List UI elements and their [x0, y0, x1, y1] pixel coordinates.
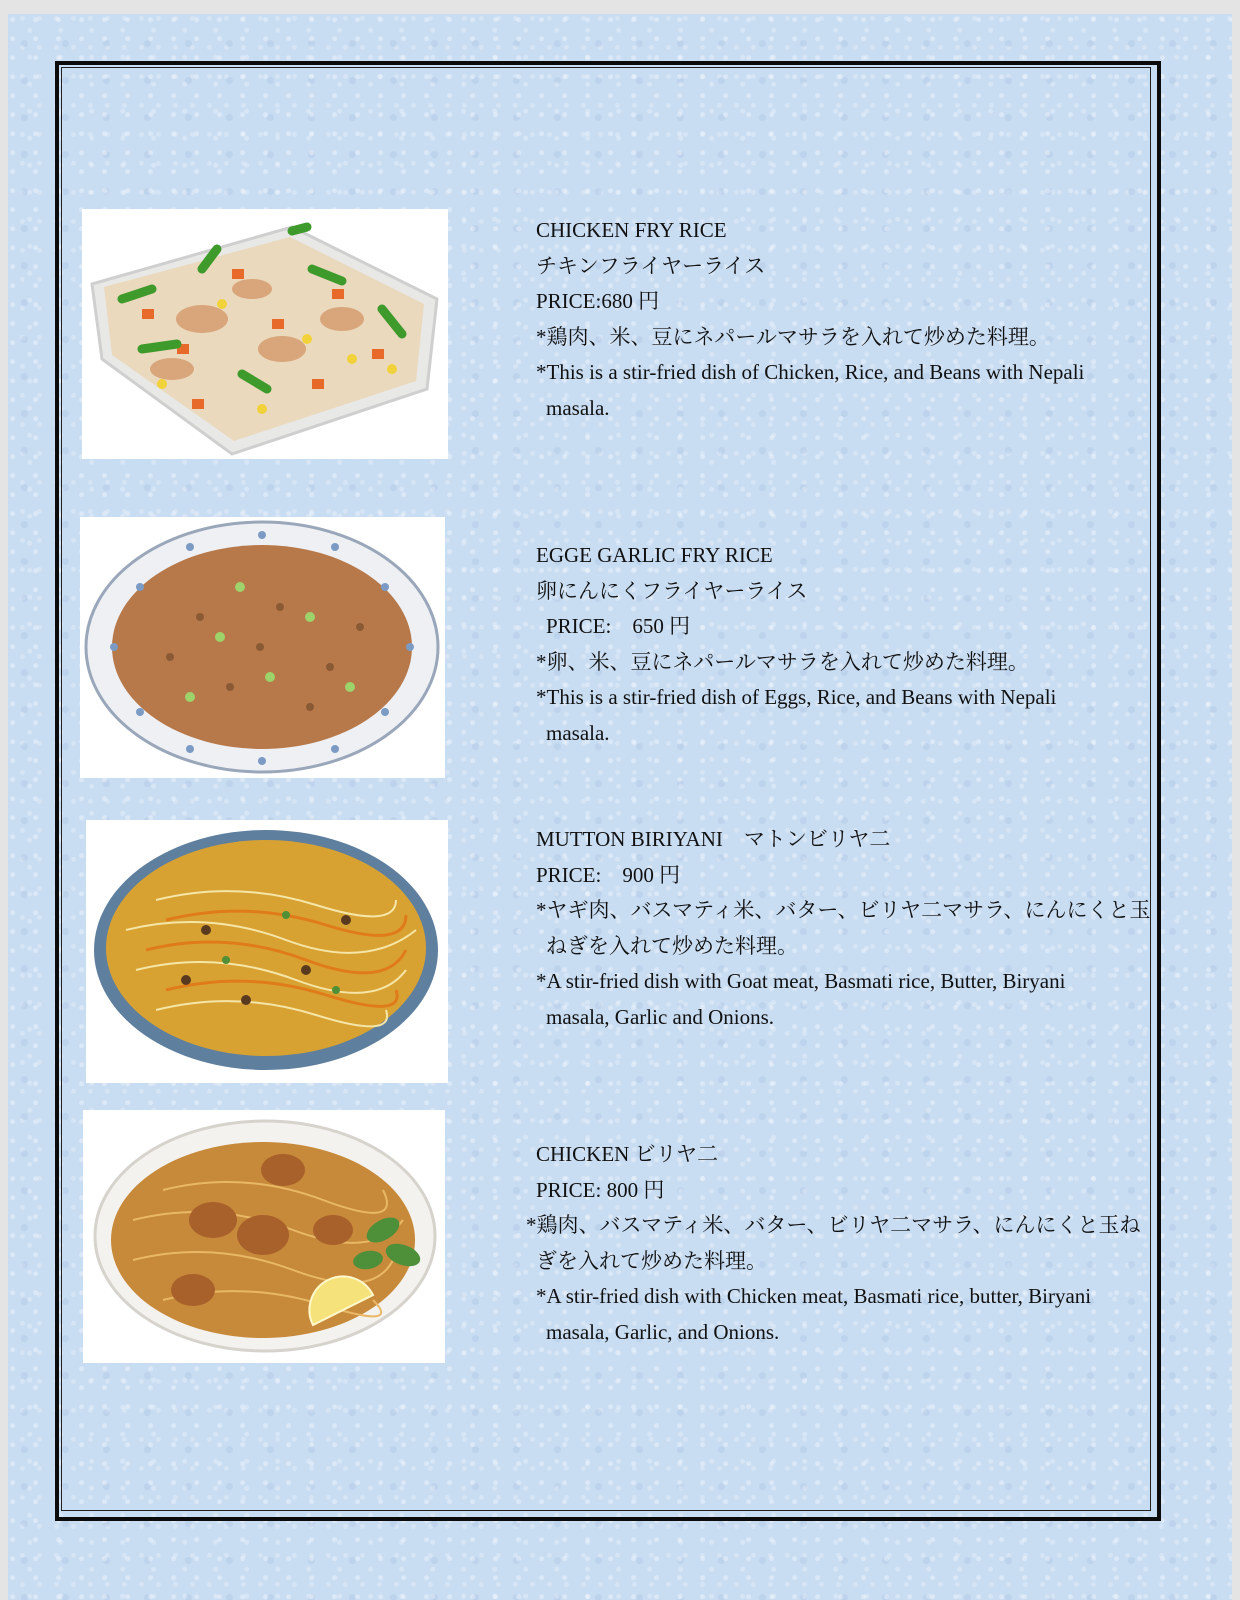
item-description-japanese: *卵、米、豆にネパールマサラを入れて炒めた料理。	[536, 649, 1029, 674]
item-description-english-cont: masala, Garlic, and Onions.	[546, 1319, 780, 1344]
item-name: MUTTON BIRIYANI マトンビリヤ二	[536, 827, 891, 851]
item-description-english-cont: masala.	[546, 395, 610, 420]
chicken-fry-rice-photo	[82, 209, 448, 459]
item-description-english: *This is a stir-fried dish of Chicken, Rice, and Beans with Nepali	[536, 360, 1085, 384]
item-name: CHICKEN FRY RICE	[536, 218, 727, 242]
item-description-japanese: *鶏肉、米、豆にネパールマサラを入れて炒めた料理。	[536, 324, 1050, 349]
menu-item-chicken-fry-rice	[536, 213, 1136, 426]
item-name-japanese: チキンフライヤーライス	[536, 253, 766, 278]
item-description-japanese-cont: ねぎを入れて炒めた料理。	[546, 933, 798, 958]
item-description-english: *A stir-fried dish with Chicken meat, Basmati rice, butter, Biryani	[536, 1284, 1092, 1308]
item-description-english: *A stir-fried dish with Goat meat, Basmati rice, Butter, Biryani	[536, 969, 1066, 993]
item-price: PRICE: 800 円	[536, 1177, 665, 1202]
item-description-english-cont: masala, Garlic and Onions.	[546, 1004, 775, 1029]
menu-item-chicken-biriyani	[526, 1137, 1141, 1350]
mutton-biriyani-photo	[86, 820, 448, 1083]
item-price: PRICE: 650 円	[546, 614, 691, 638]
item-description-english: *This is a stir-fried dish of Eggs, Rice, and Beans with Nepali	[536, 685, 1057, 709]
item-price: PRICE: 900 円	[536, 862, 681, 887]
menu-item-egg-garlic-fry-rice	[536, 538, 1136, 751]
menu-item-mutton-biriyani	[536, 822, 1151, 1035]
chicken-biriyani-photo	[83, 1110, 445, 1363]
item-description-english-cont: masala.	[546, 720, 610, 745]
item-description-japanese-cont: ぎを入れて炒めた料理。	[536, 1248, 767, 1273]
item-description-japanese: *ヤギ肉、バスマティ米、バター、ビリヤ二マサラ、にんにくと玉	[536, 898, 1151, 922]
item-description-japanese: *鶏肉、バスマティ米、バター、ビリヤ二マサラ、にんにくと玉ね	[526, 1213, 1141, 1237]
item-name: EGGE GARLIC FRY RICE	[536, 543, 773, 567]
egg-garlic-fry-rice-photo	[80, 517, 445, 778]
item-price: PRICE:680 円	[536, 289, 660, 313]
item-name: CHICKEN ビリヤ二	[536, 1142, 719, 1166]
item-name-japanese: 卵にんにくフライヤーライス	[536, 578, 808, 603]
